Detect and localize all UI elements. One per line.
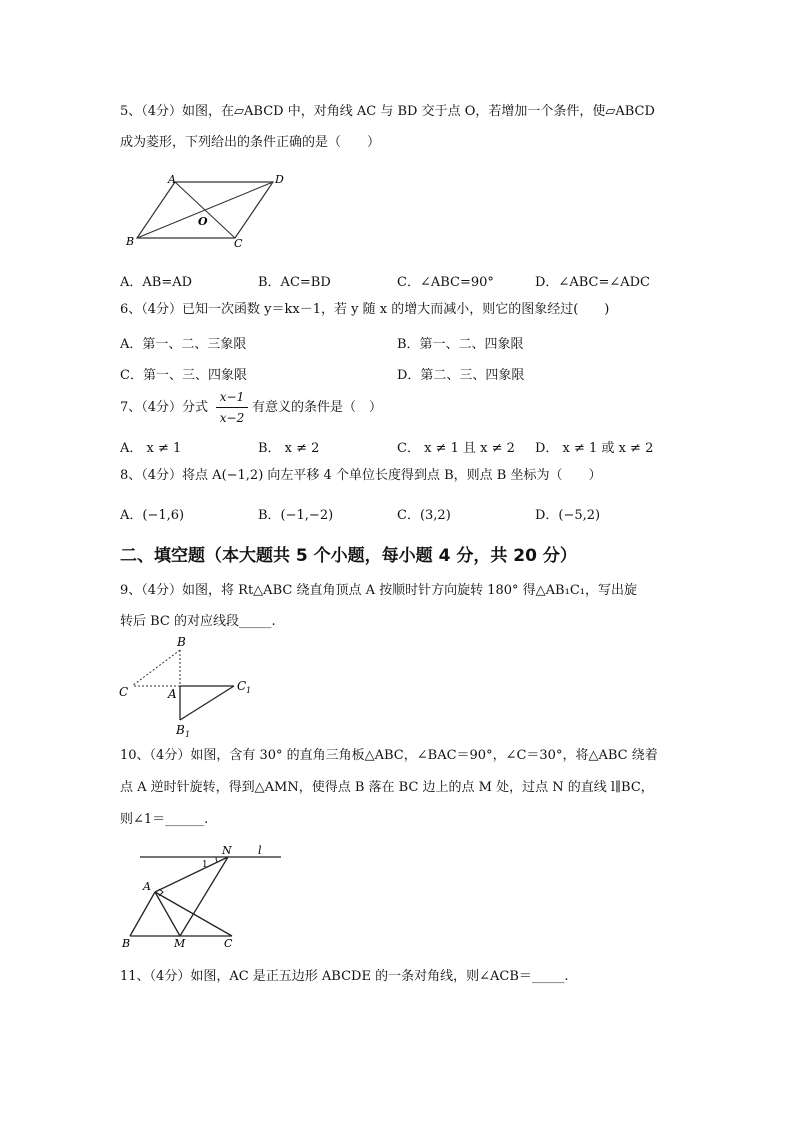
q10-label-b: B <box>122 937 131 950</box>
q7-fraction-bar <box>216 407 248 408</box>
q5-label-c: C <box>234 237 243 250</box>
q10-rotation-figure <box>118 840 288 952</box>
q6-option-b: B．第一、二、四象限 <box>397 337 524 352</box>
q5-diagonal-bd <box>137 182 273 238</box>
q9-dotted-bc <box>132 650 180 686</box>
q10-label-l: l <box>258 844 262 857</box>
q6-option-c: C．第一、三、四象限 <box>120 368 247 383</box>
section-2-title: 二、填空题（本大题共 5 个小题，每小题 4 分，共 20 分） <box>120 546 577 566</box>
q8-option-b: B．(−1,−2) <box>258 508 334 523</box>
q5-option-b: B．AC=BD <box>258 275 331 290</box>
q10-label-angle-1: 1 <box>202 860 208 870</box>
q7-option-d: D． x ≠ 1 或 x ≠ 2 <box>535 441 654 456</box>
q5-option-a: A．AB=AD <box>120 275 193 290</box>
q10-text-line1: 10、（4分）如图，含有 30° 的直角三角板△ABC，∠BAC＝90°，∠C＝30°，将△ABC 绕着 <box>120 748 658 763</box>
q6-option-d: D．第二、三、四象限 <box>397 368 525 383</box>
q5-label-a: A <box>168 173 176 186</box>
q9-label-b: B <box>177 635 186 649</box>
q8-text: 8、（4分）将点 A(−1,2) 向左平移 4 个单位长度得到点 B，则点 B 坐标为（ ） <box>120 468 602 483</box>
q7-option-b: B． x ≠ 2 <box>258 441 320 456</box>
q7-option-c: C． x ≠ 1 且 x ≠ 2 <box>397 441 515 456</box>
q5-parallelogram-figure <box>120 170 290 252</box>
q7-suffix: 有意义的条件是（ ） <box>252 400 383 415</box>
q9-label-b1-sub: 1 <box>185 730 191 739</box>
q5-option-d: D．∠ABC=∠ADC <box>535 275 650 290</box>
q7-prefix: 7、（4分）分式 <box>120 400 209 415</box>
q9-label-c1: C <box>237 679 247 693</box>
q5-text-line1: 5、（4分）如图，在▱ABCD 中，对角线 AC 与 BD 交于点 O，若增加一个条件，使▱ABCD <box>120 104 655 119</box>
q10-angle-1-arc <box>216 857 217 862</box>
q9-label-a: A <box>168 687 177 701</box>
q9-segment-b1c1 <box>180 686 234 720</box>
q10-text-line2: 点 A 逆时针旋转，得到△AMN，使得点 B 落在 BC 边上的点 M 处，过点 N 的直线 l∥BC， <box>120 780 654 795</box>
q10-text-line3: 则∠1＝______. <box>120 812 209 827</box>
q6-text: 6、（4分）已知一次函数 y＝kx－1，若 y 随 x 的增大而减小，则它的图象经过( ) <box>120 302 610 317</box>
q9-label-c1-sub: 1 <box>246 686 252 695</box>
q11-text: 11、（4分）如图，AC 是正五边形 ABCDE 的一条对角线，则∠ACB＝_____. <box>120 969 569 984</box>
q5-option-c: C．∠ABC=90° <box>397 275 494 290</box>
q9-label-b1: B <box>176 723 185 737</box>
q10-label-a: A <box>143 880 151 893</box>
q7-fraction-numerator: x−1 <box>219 390 245 404</box>
q10-label-n: N <box>222 844 232 857</box>
q7-fraction-denominator: x−2 <box>219 411 245 425</box>
q6-option-a: A．第一、二、三象限 <box>120 337 247 352</box>
q8-option-d: D．(−5,2) <box>535 508 601 523</box>
q8-option-a: A．(−1,6) <box>120 508 185 523</box>
q5-text-line2: 成为菱形，下列给出的条件正确的是（ ） <box>120 135 381 150</box>
q9-text-line2: 转后 BC 的对应线段_____. <box>120 614 276 629</box>
q10-label-m: M <box>174 937 186 950</box>
q5-label-d: D <box>275 173 284 186</box>
q5-label-o: O <box>198 215 208 228</box>
q7-option-a: A． x ≠ 1 <box>120 441 182 456</box>
q9-label-c: C <box>119 685 129 699</box>
q10-label-c: C <box>224 937 233 950</box>
q8-option-c: C．(3,2) <box>397 508 451 523</box>
q5-label-b: B <box>126 235 135 248</box>
q9-rotation-figure <box>116 632 266 740</box>
q9-text-line1: 9、（4分）如图，将 Rt△ABC 绕直角顶点 A 按顺时针方向旋转 180° 得△AB₁C₁，写出旋 <box>120 583 637 598</box>
q10-segment-ab <box>130 892 155 936</box>
